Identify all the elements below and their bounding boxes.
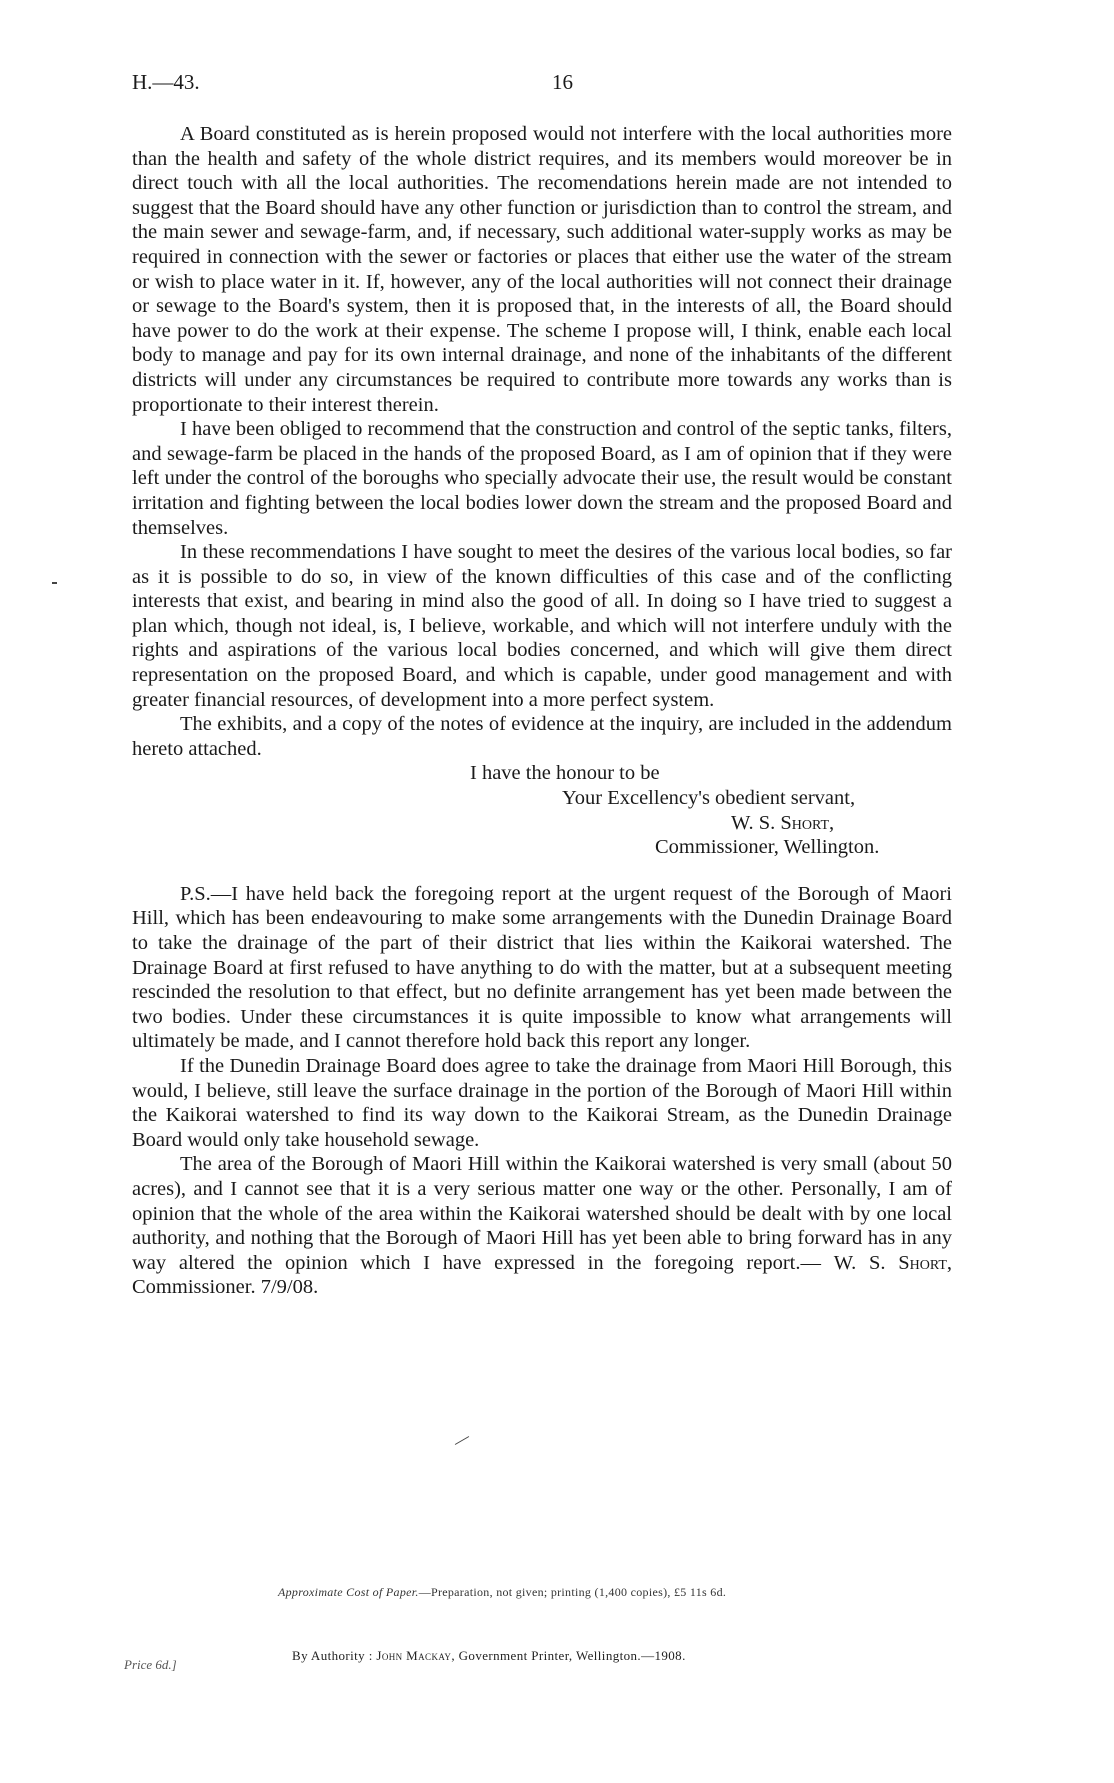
postscript-signoff-suffix: , Commissioner. 7/9/08. [132, 1251, 952, 1299]
paragraph-exhibits: The exhibits, and a copy of the notes of evidence at the inquiry, are included in the addendum hereto attached. [132, 713, 952, 760]
pencil-tick-mark [455, 1436, 469, 1445]
signature-name: W. S. Short, [731, 811, 835, 834]
postscript-paragraph-3 [132, 1152, 952, 1300]
report-body [132, 122, 952, 1300]
cost-of-paper-note [278, 1585, 978, 1600]
signature-block [132, 761, 952, 859]
margin-mark [52, 582, 57, 584]
authority-prefix: By Authority : [292, 1648, 377, 1663]
cost-label: Approximate Cost of Paper. [278, 1585, 419, 1599]
cost-text: —Preparation, not given; printing (1,400 copies), £5 11s 6d. [418, 1585, 727, 1599]
paragraph-septic-tanks: I have been obliged to recommend that the construction and control of the septic tanks, filters, and sewage-farm be placed in the hands of the proposed Board, as I am of opinion that if they were left under the control of the boroughs who specially advocate their use, the result would be constant irritation and fighting between the local bodies lower down the stream and the proposed Board and themselves. [132, 418, 952, 539]
document-reference: H.—43. [132, 70, 200, 94]
postscript-paragraph-2: If the Dunedin Drainage Board does agree to take the drainage from Maori Hill Borough, this would, I believe, still leave the surface drainage in the portion of the Borough of Maori Hill within the Kaikorai watershed to find its way down to the Kaikorai Stream, as the Dunedin Drainage Board would only take household sewage. [132, 1054, 952, 1151]
printer-name: John Mackay [376, 1648, 452, 1663]
postscript-paragraph-1: P.S.—I have held back the foregoing report at the urgent request of the Borough of Maori Hill, which has been endeavouring to make some arrangements with the Dunedin Drainage Board to take the drainage of the part of their district that lies within the Kaikorai watershed. The Drainage Board at first refused to have anything to do with the matter, but at a subsequent meeting rescinded the resolution to that effect, but no definite arrangement has yet been made between the two bodies. Under these circumstances it is quite impossible to know what arrangements will ultimately be made, and I cannot therefore hold back this report any longer. [132, 882, 952, 1053]
price-note: Price 6d.] [124, 1657, 177, 1672]
printer-imprint [292, 1648, 992, 1664]
paragraph-board-jurisdiction: A Board constituted as is herein proposed would not interfere with the local authorities more than the health and safety of the whole district requires, and its members would moreover be in direct touch with all the local authorities. The recomendations herein made are not intended to suggest that the Board should have any other function or jurisdiction than to control the stream, and the main sewer and sewage-farm, and, if necessary, such additional water-supply works as may be required in connection with the sewer or factories or places that either use the water of the stream or wish to place water in it. If, however, any of the local authorities will not connect their drainage or sewage to the Board's system, then it is proposed that, in the interests of all, the Board should have power to do the work at their expense. The scheme I propose will, I think, enable each local body to manage and pay for its own internal drainage, and none of the inhabitants of the different districts will under any circumstances be required to contribute more towards any works than is proportionate to their interest therein. [132, 123, 952, 416]
signature-honour-line: I have the honour to be [470, 762, 660, 785]
page-header [132, 70, 952, 100]
postscript-paragraph-3-text: The area of the Borough of Maori Hill within the Kaikorai watershed is very small (about 50 acres), and I cannot see that it is a very serious matter one way or the other. Personally, I am of opinion that the whole of the area within the Kaikorai watershed should be dealt with by one local authority, and nothing that the Borough of Maori Hill has yet been able to bring forward has in any way altered the opinion which I have expressed in the foregoing report.— [132, 1153, 952, 1274]
page-number: 16 [552, 70, 573, 94]
paragraph-recommendations: In these recommendations I have sought to meet the desires of the various local bodies, so far as it is possible to do so, in view of the known difficulties of this case and of the conflicting interests that exist, and bearing in mind also the good of all. In doing so I have tried to suggest a plan which, though not ideal, is, I believe, workable, and which will not interfere unduly with the rights and aspirations of the various local bodies concerned, and which will give them direct representation on the proposed Board, and which is capable, under good management and with greater financial resources, of development into a more perfect system. [132, 541, 952, 711]
signature-servant-line: Your Excellency's obedient servant, [562, 787, 856, 810]
authority-suffix: , Government Printer, Wellington.—1908. [451, 1648, 686, 1663]
signature-title: Commissioner, Wellington. [655, 836, 880, 859]
postscript-signoff-name: W. S. Short [833, 1251, 947, 1274]
